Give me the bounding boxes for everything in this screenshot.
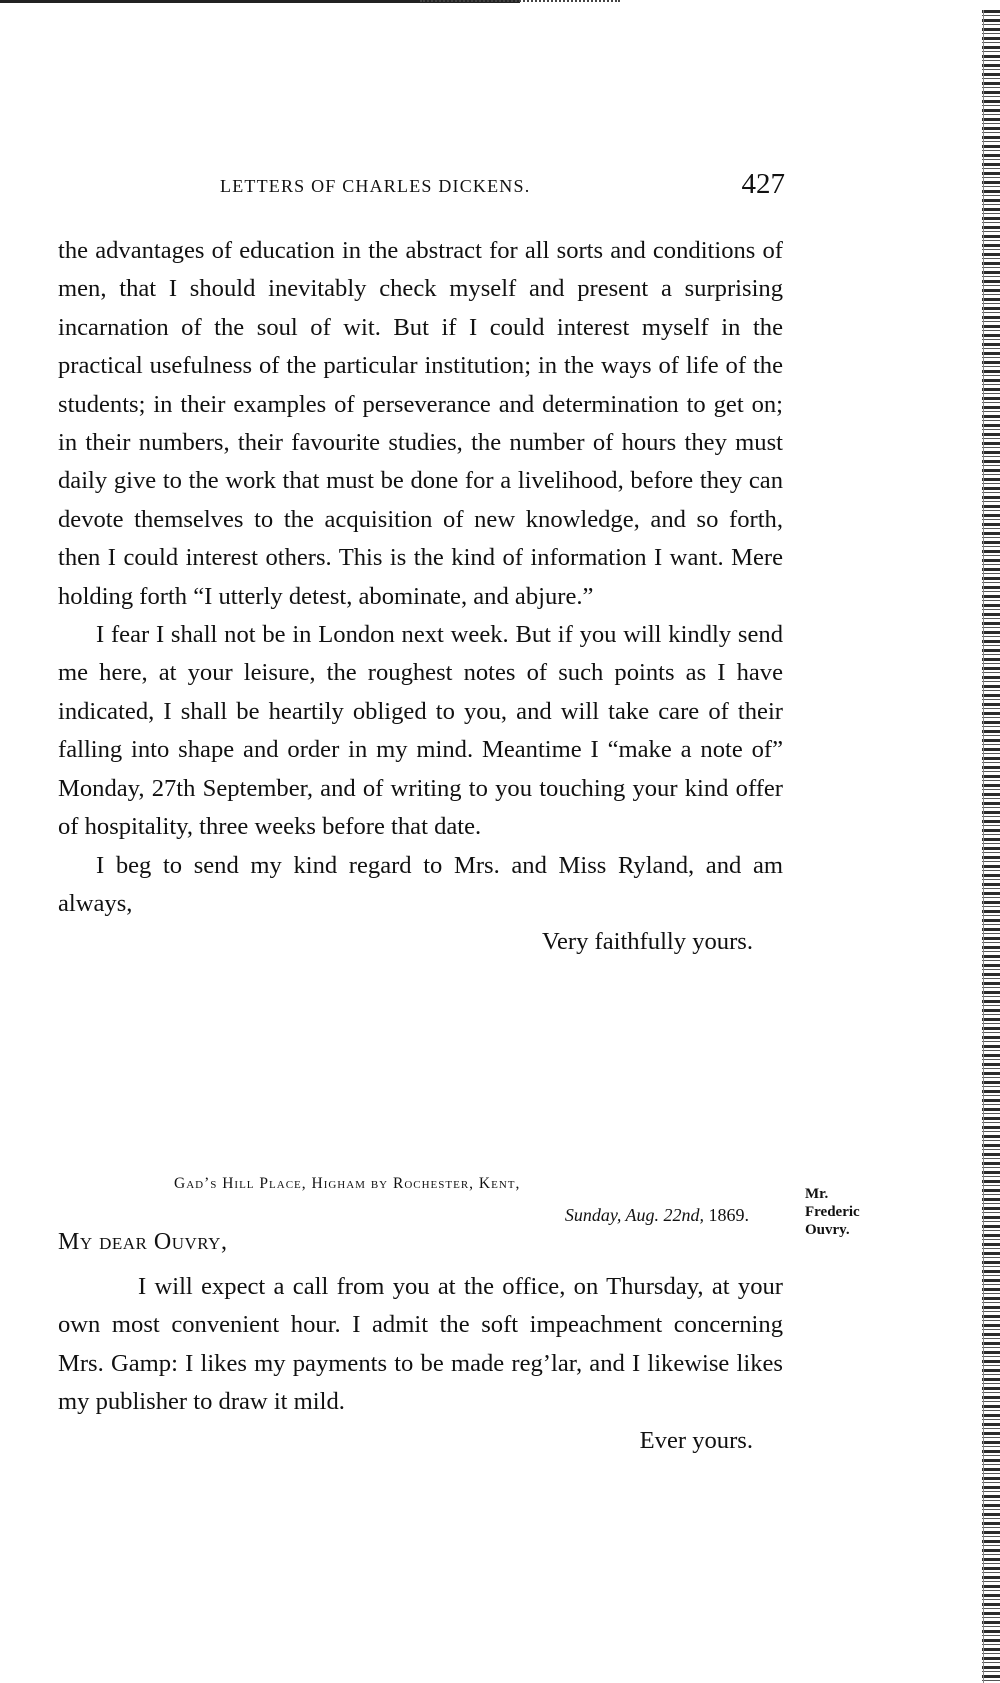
top-rule-dotted — [420, 0, 620, 4]
letter-ouvry-date-year: 1869. — [704, 1205, 749, 1225]
letter-ryland-paragraph-2: I fear I shall not be in London next week. But if you will kindly send me here, at your leisure, the roughest notes of such points as I have indicated, I shall be heartily obliged to you, and will take care of their falling into shape and order in my mind. Meantime I “make a note of” Monday, 27th September, and of writing to you touching your kind offer of hospitality, three weeks before that date. — [58, 621, 783, 841]
page-number: 427 — [741, 168, 785, 200]
page-edge-binding — [982, 10, 1000, 1683]
letter-ouvry-closing: Ever yours. — [639, 1426, 753, 1454]
letter-ryland-closing: Very faithfully yours. — [541, 928, 753, 956]
letter-ryland-paragraph-3: I beg to send my kind regard to Mrs. and Miss Ryland, and am always, — [58, 851, 783, 917]
margin-note-line-3: Ouvry. — [805, 1222, 850, 1238]
page-edge-line — [983, 10, 984, 1683]
letter-ouvry-address: Gad’s Hill Place, Higham by Rochester, Kent, — [174, 1175, 521, 1192]
margin-note-line-2: Frederic — [805, 1204, 860, 1220]
letter-ouvry-salutation: My dear Ouvry, — [58, 1229, 228, 1255]
margin-note-recipient — [805, 1185, 885, 1239]
letter-ouvry-date — [565, 1205, 749, 1226]
running-title: LETTERS OF CHARLES DICKENS. — [220, 176, 531, 196]
page-header — [60, 168, 785, 208]
letter-ouvry-paragraph: I will expect a call from you at the office, on Thursday, at your own most convenient hour. I admit the soft impeachment concerning Mrs. Gamp: I likes my payments to be made reg’lar, and I likewise likes my publisher to draw it mild. — [58, 1273, 783, 1416]
letter-ouvry-date-day: Sunday, Aug. 22nd, — [564, 1205, 704, 1225]
margin-note-line-1: Mr. — [805, 1186, 829, 1202]
letter-ryland-body — [58, 232, 783, 962]
letter-ouvry-body — [58, 1268, 783, 1460]
letter-ryland-paragraph-1: the advantages of education in the abstract for all sorts and conditions of men, that I should inevitably check myself and present a surprising incarnation of the soul of wit. But if I could interest myself in the practical usefulness of the particular institution; in the ways of life of the students; in their examples of perseverance and determination to get on; in their numbers, their favourite studies, the number of hours they must daily give to the work that must be done for a livelihood, before they can devote themselves to the acquisition of new knowledge, and so forth, then I could interest others. This is the kind of information I want. Mere holding forth “I utterly detest, abominate, and abjure.” — [58, 237, 783, 610]
